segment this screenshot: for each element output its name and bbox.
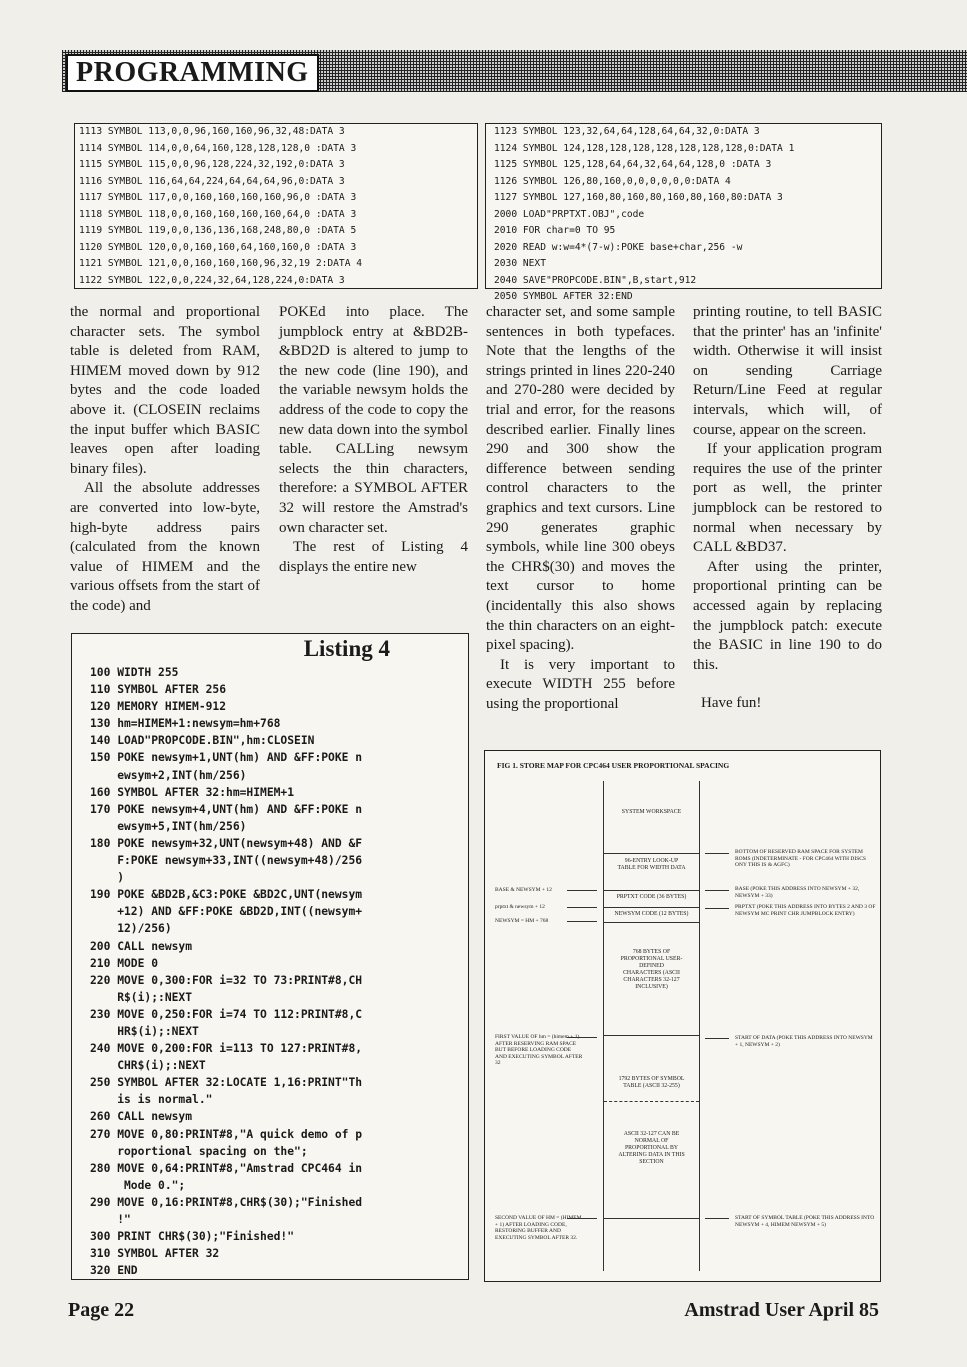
pointer-line (567, 907, 597, 908)
listing-code (90, 664, 362, 1279)
label-base-poke: BASE (POKE THIS ADDRESS INTO NEWSYM + 32, NEWSYM + 33) (735, 886, 860, 899)
label-start-symbol-table: START OF SYMBOL TABLE (POKE THIS ADDRESS INTO NEWSYM + 4, HIMEM NEWSYM + 5) (735, 1215, 875, 1228)
paragraph: printing routine, to tell BASIC that the printer' has an 'infinite' width. Otherwise it will insist on sending Carriage Return/Line Feed at regular intervals, which will, of course, appear on the screen. (693, 304, 882, 438)
code-line: 1118 SYMBOL 118,0,0,160,160,160,160,64,0 :DATA 3 (79, 208, 357, 220)
code-line: 110 SYMBOL AFTER 256 (90, 683, 227, 697)
map-system-workspace: SYSTEM WORKSPACE (621, 809, 682, 815)
code-line: 1120 SYMBOL 120,0,0,160,160,64,160,160,0 :DATA 3 (79, 241, 357, 253)
paragraph: the normal and proportional character sets. The symbol table is deleted from RAM, HIMEM moved down by 912 bytes and the code loaded above it. (CLOSEIN reclaims the input buffer which BASIC leaves open after loading binary files). (70, 304, 260, 477)
code-line: 1119 SYMBOL 119,0,0,136,136,168,248,80,0 :DATA 5 (79, 225, 357, 236)
code-line: 2020 READ w:w=4*(7-w):POKE base+char,256 -w (494, 241, 743, 253)
code-line: 130 hm=HIMEM+1:newsym=hm+768 (90, 717, 281, 731)
text-column-3 (486, 303, 675, 714)
code-line: 2000 LOAD"PRPTXT.OBJ",code (494, 208, 645, 220)
pointer-line (567, 1218, 597, 1219)
code-line: ewsym+2,INT(hm/256) (90, 768, 247, 782)
code-line: 300 PRINT CHR$(30);"Finished!" (90, 1230, 295, 1244)
code-line: 12)/256) (90, 922, 172, 936)
pointer-line (705, 1218, 729, 1219)
paragraph: character set, and some sample sentences in both typefaces. Note that the lengths of the strings printed in lines 220-240 and 270-280 were decided by trial and error, for the reasons described earlier. Finally lines 290 and 300 show the difference between sending control characters to the graphics and text cursors. Line 290 generates graphic symbols, while line 300 obeys the CHR$(30) and moves the text cursor to home (incidentally this also shows the thin characters on an eight-pixel spacing). (486, 304, 675, 654)
label-prptxt-poke: PRPTXT (POKE THIS ADDRESS INTO BYTES 2 AND 3 OF NEWSYM MC PRINT CHR JUMPBLOCK ENTRY) (735, 904, 876, 917)
label-prptxt-newsym: prptxt & newsym + 12 (495, 904, 545, 910)
map-newsym-code: NEWSYM CODE (12 BYTES) (614, 911, 689, 917)
code-line: 1114 SYMBOL 114,0,0,64,160,128,128,128,0 :DATA 3 (79, 142, 357, 154)
pointer-line (705, 853, 729, 854)
label-first-hm: FIRST VALUE OF hm = (himem + 1) AFTER RESERVING RAM SPACE BUT BEFORE LOADING CODE AND EXECUTING SYMBOL AFTER 32 (495, 1034, 583, 1067)
magazine-issue: Amstrad User April 85 (684, 1299, 879, 1321)
map-divider (604, 1218, 699, 1219)
label-base-newsym: BASE & NEWSYM + 12 (495, 887, 552, 893)
map-lookup-table: 96-ENTRY LOOK-UP TABLE FOR WIDTH DATA (617, 858, 686, 871)
pointer-line (705, 890, 729, 891)
code-line: 1117 SYMBOL 117,0,0,160,160,160,160,96,0 :DATA 3 (79, 192, 357, 203)
code-line: 160 SYMBOL AFTER 32:hm=HIMEM+1 (90, 785, 295, 799)
code-line: 220 MOVE 0,300:FOR i=32 TO 73:PRINT#8,CH (90, 973, 363, 987)
text-column-1 (70, 303, 260, 617)
code-line: F:POKE newsym+33,INT((newsym+48)/256 (90, 854, 363, 868)
code-line: 310 SYMBOL AFTER 32 (90, 1247, 220, 1261)
listing-title: Listing 4 (303, 636, 390, 661)
section-title: PROGRAMMING (66, 54, 319, 92)
map-divider (604, 890, 699, 891)
map-divider (604, 853, 699, 854)
code-line: 200 CALL newsym (90, 939, 193, 953)
paragraph: The rest of Listing 4 displays the entire new (279, 539, 468, 575)
pointer-line (705, 908, 729, 909)
pointer-line (705, 1038, 729, 1039)
code-line: is is normal." (90, 1093, 213, 1107)
code-line: 1125 SYMBOL 125,128,64,64,32,64,64,128,0 :DATA 3 (494, 159, 772, 170)
code-line: roportional spacing on the"; (90, 1144, 308, 1158)
code-line: 210 MODE 0 (90, 956, 159, 970)
code-line: R$(i);:NEXT (90, 990, 193, 1004)
store-map-figure (484, 750, 881, 1282)
code-line: 1122 SYMBOL 122,0,0,224,32,64,128,224,0:DATA 3 (79, 274, 345, 286)
paragraph: After using the printer, proportional printing can be accessed again by replacing the jumpblock patch: execute the BASIC in line 190 to do this. (693, 558, 882, 673)
map-768-bytes: 768 BYTES OF PROPORTIONAL USER-DEFINED CHARACTERS (ASCII CHARACTERS 32-127 INCLUSIVE) (620, 949, 683, 990)
memory-map-column (603, 781, 700, 1271)
label-bottom-reserved: BOTTOM OF RESERVED RAM SPACE FOR SYSTEM ROMS (INDETERMINATE - FOR CPC464 WITH DISCS ONY THIS IS & AGFC) (735, 849, 866, 869)
code-line: 190 POKE &BD2B,&C3:POKE &BD2C,UNT(newsym (90, 888, 363, 902)
code-line: 1123 SYMBOL 123,32,64,64,128,64,64,32,0:DATA 3 (494, 126, 760, 137)
code-block-right (485, 123, 882, 302)
map-ascii-section: ASCII 32-127 CAN BE NORMAL OF PROPORTIONAL BY ALTERING DATA IN THIS SECTION (618, 1131, 685, 1165)
code-line: 140 LOAD"PROPCODE.BIN",hm:CLOSEIN (90, 734, 315, 748)
paragraph: POKEd into place. The jumpblock entry at &BD2B-&BD2D is altered to jump to the new code (line 190), and the variable newsym holds the address of the code to copy the new data down into the symbol table. CALLing newsym selects the thin characters, therefore: a SYMBOL AFTER 32 will restore the Amstrad's own character set. (279, 304, 468, 536)
code-line: ewsym+5,INT(hm/256) (90, 819, 247, 833)
code-line: 280 MOVE 0,64:PRINT#8,"Amstrad CPC464 in (90, 1161, 363, 1175)
code-line: 170 POKE newsym+4,UNT(hm) AND &FF:POKE n (90, 802, 363, 816)
pointer-line (567, 890, 597, 891)
code-line: 2050 SYMBOL AFTER 32:END (494, 291, 633, 302)
map-dashed-divider (604, 1101, 699, 1102)
code-line: 1116 SYMBOL 116,64,64,224,64,64,64,96,0:DATA 3 (79, 175, 345, 187)
code-line: 230 MOVE 0,250:FOR i=74 TO 112:PRINT#8,C (90, 1007, 363, 1021)
paragraph: It is very important to execute WIDTH 255 before using the proportional (486, 656, 675, 712)
page-number: Page 22 (68, 1299, 135, 1321)
code-line: 150 POKE newsym+1,UNT(hm) AND &FF:POKE n (90, 751, 363, 765)
code-line: 1126 SYMBOL 126,80,160,0,0,0,0,0,0:DATA 4 (494, 175, 731, 187)
signoff: Have fun! (701, 695, 762, 712)
code-line: Mode 0."; (90, 1178, 186, 1192)
code-line: 320 END (90, 1264, 138, 1278)
map-divider (604, 922, 699, 923)
code-line: 1115 SYMBOL 115,0,0,96,128,224,32,192,0:DATA 3 (79, 159, 345, 170)
code-block-left (74, 123, 478, 289)
paragraph: All the absolute addresses are converted into low-byte, high-byte address pairs (calculated from the known value of HIMEM and the various offsets from the start of the code) and (70, 480, 260, 614)
map-prptxt-code: PRPTXT CODE (36 BYTES) (616, 894, 687, 900)
code-line: 1121 SYMBOL 121,0,0,160,160,160,96,32,19 2:DATA 4 (79, 258, 363, 269)
map-divider (604, 907, 699, 908)
code-line: HR$(i);:NEXT (90, 1024, 199, 1038)
map-1792-bytes: 1792 BYTES OF SYMBOL TABLE (ASCII 32-255) (618, 1076, 685, 1089)
figure-title: FIG 1. STORE MAP FOR CPC464 USER PROPORTIONAL SPACING (497, 761, 730, 770)
text-column-4 (693, 303, 882, 714)
paragraph: If your application program requires the use of the printer port as well, the printer jumpblock can be restored to normal when necessary by CALL &BD37. (693, 441, 882, 556)
code-line: 100 WIDTH 255 (90, 666, 179, 679)
code-line: 180 POKE newsym+32,UNT(newsym+48) AND &F (90, 836, 363, 850)
pointer-line (567, 1037, 597, 1038)
code-line: 250 SYMBOL AFTER 32:LOCATE 1,16:PRINT"Th (90, 1076, 363, 1090)
code-line: 2010 FOR char=0 TO 95 (494, 225, 616, 236)
code-line: !" (90, 1213, 131, 1226)
code-line: 1124 SYMBOL 124,128,128,128,128,128,128,128,0:DATA 1 (494, 142, 795, 154)
code-line: +12) AND &FF:POKE &BD2D,INT((newsym+ (90, 905, 363, 919)
code-line: ) (90, 871, 125, 885)
label-newsym-hm: NEWSYM = HM + 768 (495, 918, 549, 924)
code-line: 2030 NEXT (494, 258, 546, 269)
code-line: 1113 SYMBOL 113,0,0,96,160,160,96,32,48:DATA 3 (79, 126, 345, 137)
code-line: 240 MOVE 0,200:FOR i=113 TO 127:PRINT#8, (90, 1042, 363, 1056)
text-column-2 (279, 303, 468, 577)
label-start-data: START OF DATA (POKE THIS ADDRESS INTO NEWSYM + 1, NEWSYM + 2) (735, 1035, 873, 1048)
label-second-hm: SECOND VALUE OF HM = (HIMEM + 1) AFTER LOADING CODE, RESTORING BUFFER AND EXECUTING SYMBOL AFTER 32. (495, 1215, 582, 1241)
code-line: 260 CALL newsym (90, 1110, 193, 1124)
code-line: 290 MOVE 0,16:PRINT#8,CHR$(30);"Finished (90, 1195, 363, 1209)
code-line: 1127 SYMBOL 127,160,80,160,80,160,80,160,80:DATA 3 (494, 192, 783, 203)
map-divider (604, 1035, 699, 1036)
code-line: 120 MEMORY HIMEM-912 (90, 700, 227, 714)
listing-box (71, 633, 469, 1280)
code-line: CHR$(i);:NEXT (90, 1059, 206, 1073)
pointer-line (567, 921, 597, 922)
code-line: 270 MOVE 0,80:PRINT#8,"A quick demo of p (90, 1127, 363, 1141)
code-line: 2040 SAVE"PROPCODE.BIN",B,start,912 (494, 274, 697, 286)
